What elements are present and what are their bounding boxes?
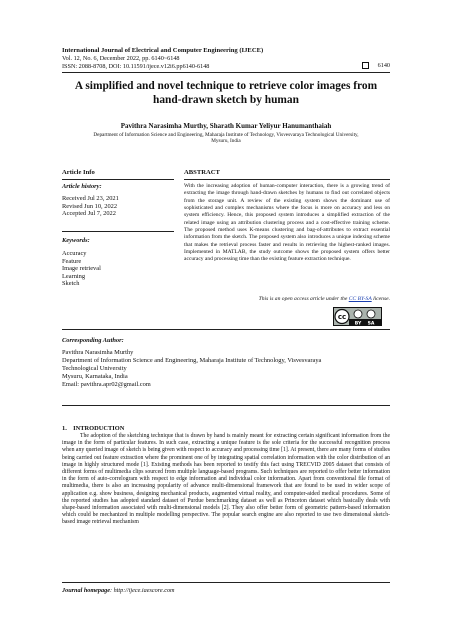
open-access-note xyxy=(184,296,390,302)
abstract-text: With the increasing adoption of human-computer interaction, there is a growing trend of extracting the image through hand-drawn sketches by humans to find out correlated objects from the storage unit. A review of the existing system shows the dominant use of sophisticated and complex mechanisms where the focus is more on accuracy and less on system efficiency. Hence, this proposed system introduces a simplified extraction of the related image using an attribution clustering process and a cost-effective training scheme. The proposed method uses K-means clustering and bag-of-attributes to extract essential information from the sketch. The proposed system also introduces a unique indexing scheme that makes the retrieval process faster and results in retrieving the highest-ranked images. Implemented in MATLAB, the study outcome shows the proposed system offers better accuracy and processing time than the existing feature extraction technique. xyxy=(184,183,390,263)
open-access-text: This is an open access article under the xyxy=(258,296,349,302)
introduction-text: The adoption of the sketching technique that is drawn by hand is mainly meant for extracting certain significant information from the image in the form of particular features. In such case, extracting a unique feature is the sole criteria for the successful recognition process when any queried image of sketch is being given with respect to accuracy and processing time [1]. At present, there are many forms of studies being carried out feature extraction where the prominent one of by integrating spatial correlation information with the color distribution of an image in highly structured mode [1]. Existing methods has been reported to testify this fact using TRECVID 2005 dataset that consists of different forms of multimedia clips sourced from multiple language-based programs. Such techniques are reported to offer better information in the form of auto-correlogram with respect to edge information and individual color information. Apart from conventional file format of multimedia, there is also an increasing popularity of advance multi-dimensional framework that are found to be used in wider scope of application e.g. show business, designing mechanical products, augmented virtual reality, and computer-aided medical procedures. Some of the reported studies has adopted standard dataset of Purdue benchmarking dataset as well as Princeton dataset which basically deals with shape-based information associated with multi-dimensional models [2]. They also offer better form of geometric pattern-based information which could be mechanized in multiple modelling perspective. The popular search engine are also reported to use two dimensional sketch-based image retrieval mechanism xyxy=(62,433,390,526)
authors: Pavithra Narasimha Murthy, Sharath Kumar Yeliyur Hanumanthaiah xyxy=(120,122,332,130)
journal-homepage-url[interactable]: : http://ijece.iaescore.com xyxy=(109,587,175,594)
header-rule xyxy=(62,72,390,73)
license-link[interactable]: CC BY-SA xyxy=(348,296,372,302)
open-access-suffix: license. xyxy=(371,296,390,302)
author-university: Technological University xyxy=(62,364,127,372)
sa-text: SA xyxy=(367,321,375,325)
keyword-item: Learning xyxy=(62,272,86,280)
keywords-label: Keywords: xyxy=(62,237,90,244)
author-name: Pavithra Narasimha Murthy xyxy=(62,349,134,356)
keyword-item: Feature xyxy=(62,257,82,265)
cc-license-badge[interactable] xyxy=(333,307,382,326)
keywords xyxy=(62,237,174,288)
volume-line: Vol. 12, No. 6, December 2022, pp. 6140~6148 xyxy=(62,55,180,62)
journal-homepage-label: Journal homepage xyxy=(62,587,110,594)
author-location: Mysuru, Karnataka, India xyxy=(62,372,128,380)
paper-title xyxy=(62,80,390,107)
article-info-heading: Article Info xyxy=(62,169,95,176)
keyword-item: Image retrieval xyxy=(62,265,101,273)
article-history xyxy=(62,183,174,218)
affiliation-line-1: Department of Information Science and Engineering, Maharaja Institute of Technology, Visvesvaraya Technological University, xyxy=(93,132,359,138)
by-text: BY xyxy=(354,321,362,325)
title-line-1: A simplified and novel technique to retrieve color images from xyxy=(74,80,378,92)
abstract-heading: ABSTRACT xyxy=(184,169,220,176)
corresponding-rule xyxy=(62,405,390,406)
author-email[interactable]: Email: pavithra.apr02@gmail.com xyxy=(62,380,151,388)
author-department: Department of Information Science and Engineering, Maharaja Institute of Technology, Visvesvaraya xyxy=(62,356,322,364)
square-icon xyxy=(362,62,369,69)
received-date: Received Jul 23, 2021 xyxy=(62,195,119,202)
history-rule xyxy=(62,231,174,232)
cc-text: cc xyxy=(337,313,347,321)
accepted-date: Accepted Jul 7, 2022 xyxy=(62,210,116,218)
keyword-item: Sketch xyxy=(62,280,80,288)
revised-date: Revised Jun 10, 2022 xyxy=(62,202,118,210)
page-number-block xyxy=(362,62,390,69)
affiliation xyxy=(80,132,372,145)
introduction-heading: 1. INTRODUCTION xyxy=(62,425,125,432)
abstract-rule xyxy=(184,179,390,180)
title-line-2: hand-drawn sketch by human xyxy=(153,93,299,106)
article-info-rule xyxy=(62,179,174,180)
footer-rule xyxy=(62,582,390,583)
journal-name: International Journal of Electrical and Computer Engineering (IJECE) xyxy=(62,47,264,54)
page-number: 6140 xyxy=(377,62,390,69)
corresponding-author-details xyxy=(62,349,390,389)
affiliation-line-2: Mysuru, India xyxy=(211,138,241,145)
corresponding-author-label: Corresponding Author: xyxy=(62,337,124,344)
abstract-bottom-rule xyxy=(62,329,390,330)
keyword-item: Accuracy xyxy=(62,250,87,257)
cc-by-sa-icon xyxy=(334,308,381,325)
article-history-label: Article history: xyxy=(62,183,102,190)
issn-doi-line: ISSN: 2088-8708, DOI: 10.11591/ijece.v12i6.pp6140-6148 xyxy=(62,63,210,70)
footer xyxy=(62,587,175,594)
